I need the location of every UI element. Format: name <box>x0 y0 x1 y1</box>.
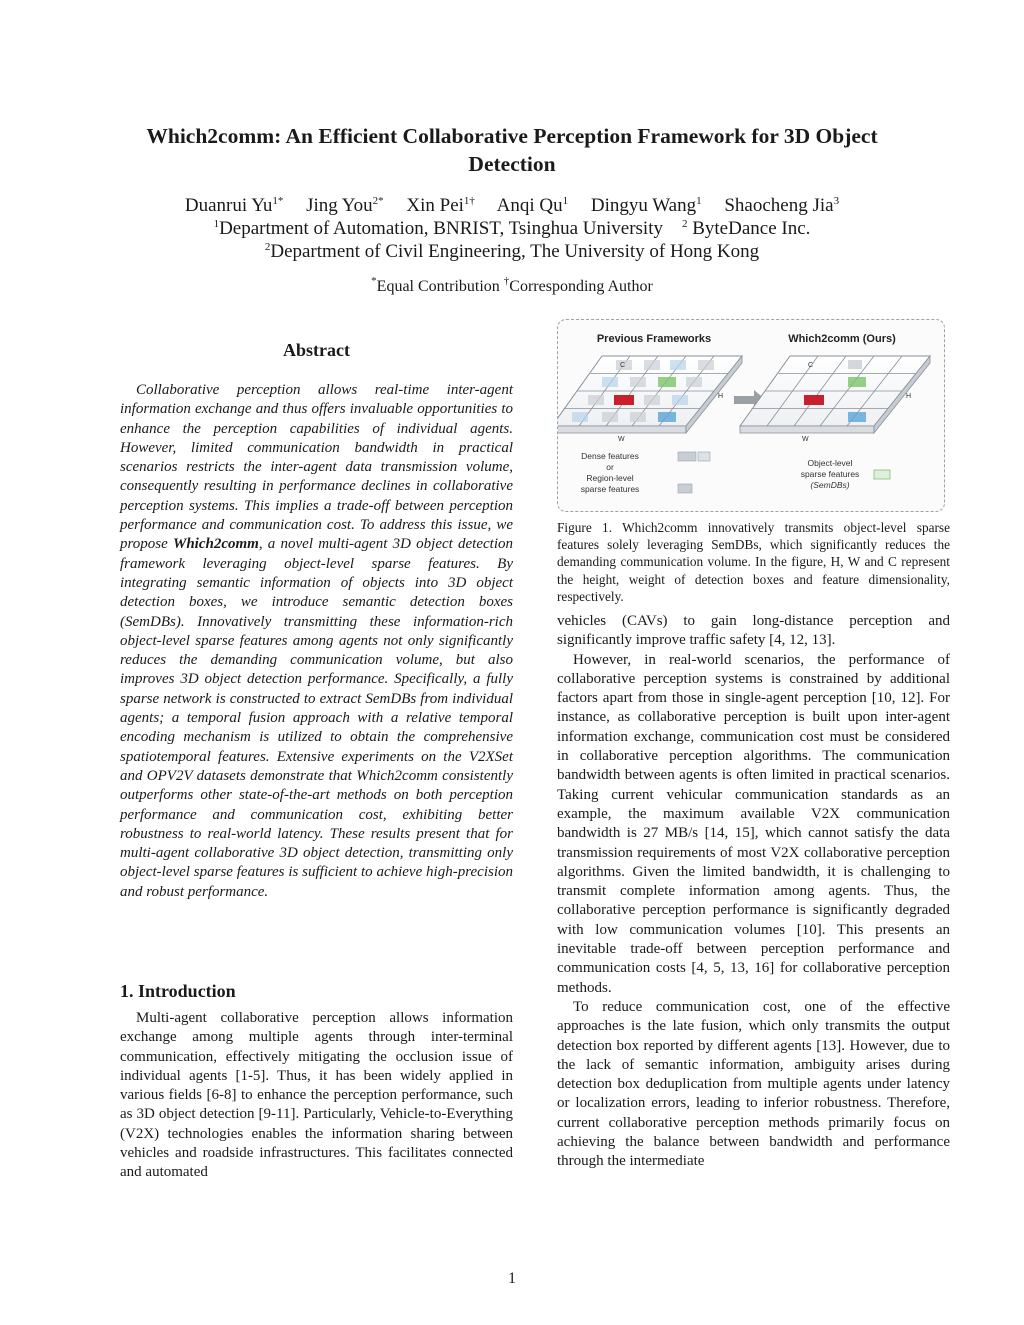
semdb-swatch-icon <box>874 470 890 479</box>
author: Xin Pei$^{1\dagger}$ <box>406 195 475 216</box>
intro-right-column <box>557 612 950 1172</box>
paper-title: Which2comm: An Efficient Collaborative Perception Framework for 3D Object Detection <box>146 124 878 176</box>
intro-paragraph: Multi-agent collaborative perception allows information exchange among multiple agents through inter-terminal communication, effectively mitigating the occlusion issue of individual agents [1-5]. Thus, it has been widely applied in various fields [6-8] to enhance the perception performance, such as 3D object detection [9-11]. Particularly, Vehicle-to-Everything (V2X) technologies enables the information sharing between vehicles and roadside infrastructures. This facilitates connected and automated <box>120 1010 513 1181</box>
legend-sparse: sparse features <box>580 484 640 494</box>
author: Anqi Qu$^1$ <box>496 195 569 216</box>
abstract-body: Collaborative perception allows real-time inter-agent information exchange and thus offers invaluable opportunities to enhance the perception capabilities of individual agents. However, limited communication bandwidth in practical scenarios restricts the inter-agent data transmission volume, consequently resulting in performance declines in collaborative perception systems. This implies a trade-off between perception performance and communication cost. To address this issue, we propose Which2comm, a novel multi-agent 3D object detection framework leveraging object-level sparse features. By integrating semantic information of objects into 3D object detection boxes, we introduce semantic detection boxes (SemDBs). Innovatively transmitting these information-rich object-level sparse features among agents not only significantly reduces the demanding communication volume, but also improves 3D object detection performance. Specifically, a fully sparse network is constructed to extract SemDBs from individual agents; a temporal fusion approach with a relative temporal encoding mechanism is utilized to obtain the comprehensive spatiotemporal features. Extensive experiments on the V2XSet and OPV2V datasets demonstrate that Which2comm consistently outperforms other state-of-the-art methods on both perception performance and communication cost, exhibiting better robustness to real-world latency. These results present that for multi-agent collaborative 3D object detection, transmitting only object-level sparse features is sufficient to achieve high-precision and robust performance. <box>120 382 513 900</box>
author: Duanrui $Yu^{1*}$ <box>184 195 284 216</box>
panel-title-previous: Previous Frameworks <box>596 333 712 345</box>
author-list <box>100 194 924 217</box>
figure-caption: Figure 1. Which2comm innovatively transmits object-level sparse features solely leveraging SemDBs, which significantly reduces the demanding communication volume. In the figure, H, W and C represent the height, weight of detection boxes and feature dimensionality, respectively. <box>557 520 950 604</box>
axis-label-w: W <box>618 436 625 443</box>
legend-object-level: Object-level <box>807 458 853 468</box>
affiliation-line: $^2$Department of Civil Engineering, The University of Hong Kong <box>264 241 760 262</box>
figure-diagram <box>558 320 944 511</box>
right-grid-platform <box>740 356 930 433</box>
axis-label-c: C <box>620 362 626 369</box>
panel-title-ours: Which2comm (Ours) <box>788 333 896 345</box>
abstract-heading: Abstract <box>283 340 350 360</box>
axis-label-h: H <box>718 393 724 400</box>
legend-or: or <box>606 462 614 472</box>
section-heading-introduction: 1. Introduction <box>120 981 236 1001</box>
axis-label-w: W <box>802 436 809 443</box>
axis-label-h: H <box>906 393 912 400</box>
author: Shaocheng Jia$^3$ <box>724 195 840 216</box>
method-name: Which2comm <box>173 536 259 553</box>
author: Jing You$^{2*}$ <box>306 195 384 216</box>
contribution-note: *Equal Contribution †Corresponding Author <box>371 275 653 295</box>
affiliation-line: $^1$Department of Automation, BNRIST, Tsinghua University $^2$ ByteDance Inc. <box>213 218 811 239</box>
intro-paragraph: To reduce communication cost, one of the effective approaches is the late fusion, which only transmits the output detection box reported by different agents [13]. However, due to the lack of semantic information, ambiguity arises during detection box deduplication from multiple agents under latency or localization errors, leading to inferior robustness. Therefore, current collaborative perception methods primarily focus on achieving the balance between bandwidth and performance through the intermediate <box>557 998 950 1170</box>
legend-semdbs: (SemDBs) <box>810 480 850 490</box>
legend-region: Region-level <box>586 473 634 483</box>
intro-paragraph: However, in real-world scenarios, the performance of collaborative perception systems is constrained by additional factors apart from those in single-agent perception [10, 12]. For instance, as collaborative perception is built upon inter-agent information exchange, communication cost must be considered in collaborative perception algorithms. The communication bandwidth between agents is often limited in practical scenarios. Taking current vehicular communication standards as an example, the maximum available V2X communication bandwidth is 27 MB/s [14, 15], which cannot satisfy the data transmission requirements of most V2X collaborative perception algorithms. Given the limited bandwidth, it is challenging to transmit complete information among agents. Thus, the collaborative perception performance is significantly degraded with low communication volumes [10]. This presents an inevitable trade-off between perception performance and communication costs [4, 5, 13, 16] for collaborative perception methods. <box>557 651 950 996</box>
legend-sparse-features: sparse features <box>800 469 860 479</box>
figure-1 <box>557 319 945 512</box>
feature-swatch-icon <box>678 452 710 493</box>
legend-dense: Dense features <box>581 451 639 461</box>
axis-label-c: C <box>808 362 814 369</box>
author: Dingyu Wang$^1$ <box>590 195 702 216</box>
intro-paragraph-continuation: vehicles (CAVs) to gain long-distance perception and significantly improve traffic safety [4, 12, 13]. <box>557 613 950 649</box>
page-number: 1 <box>508 1270 516 1287</box>
left-grid-platform <box>558 356 742 433</box>
